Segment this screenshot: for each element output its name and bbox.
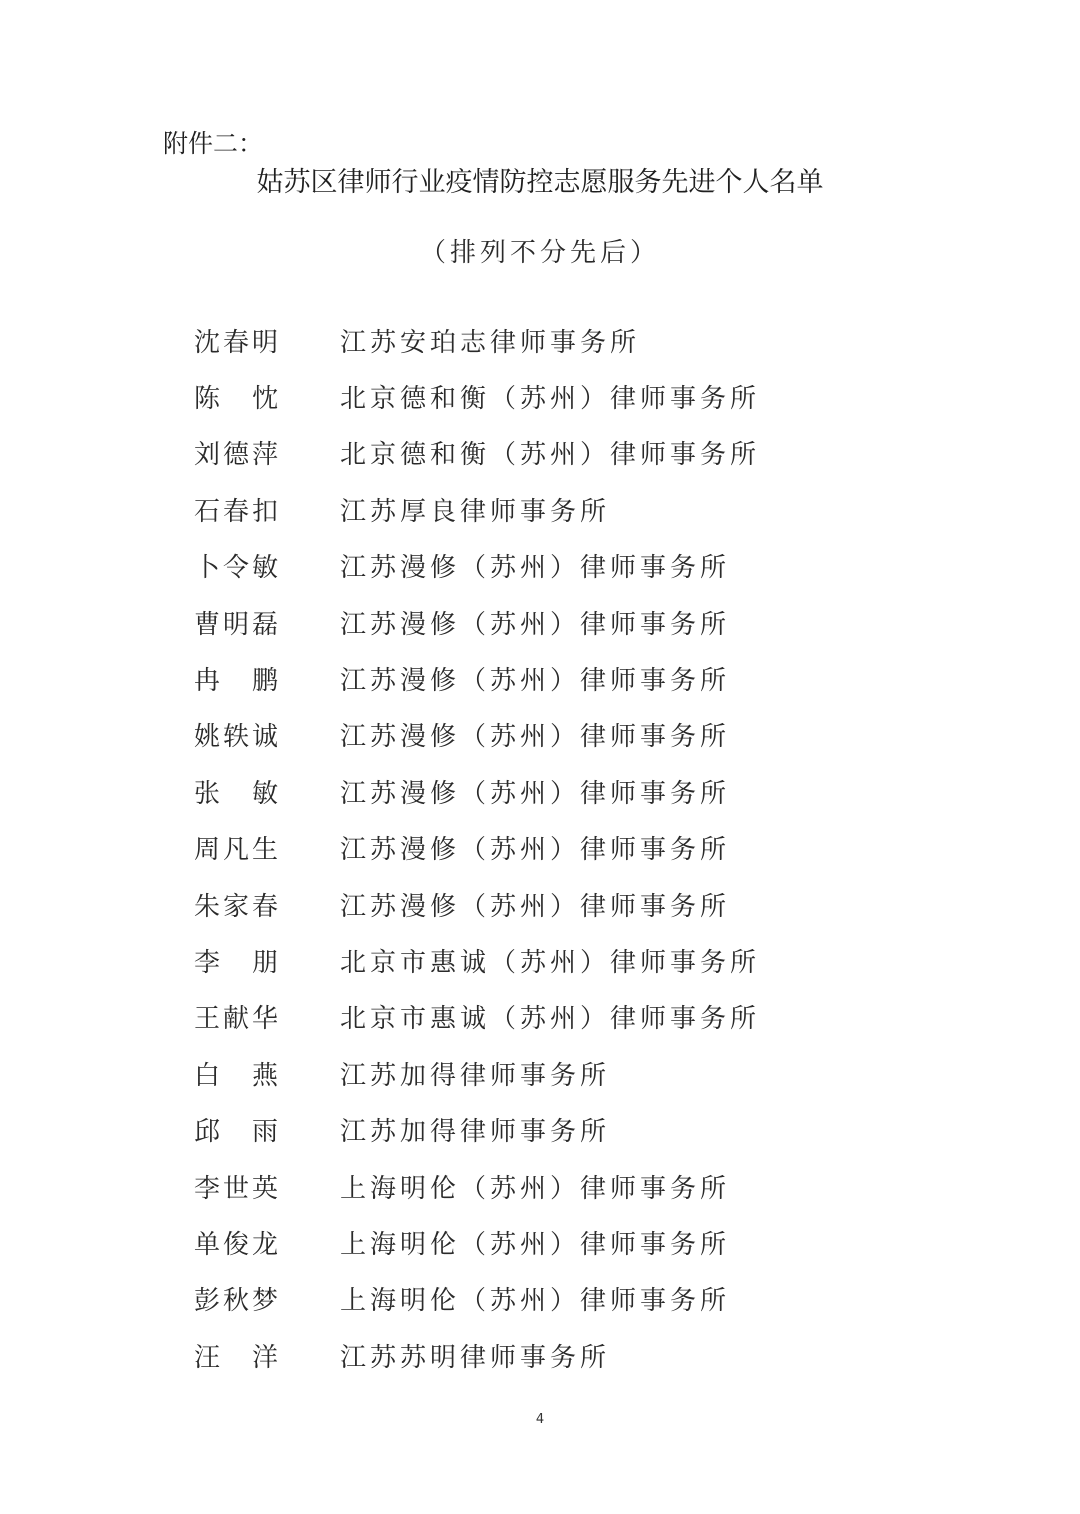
honoree-name: 冉 鹏: [194, 666, 282, 697]
honoree-name: 周凡生: [194, 835, 282, 866]
honoree-firm: 北京德和衡（苏州）律师事务所: [340, 440, 761, 471]
list-item: [194, 312, 760, 368]
honoree-firm: 江苏加得律师事务所: [340, 1117, 611, 1148]
honoree-firm: 江苏加得律师事务所: [340, 1060, 611, 1091]
list-item: [194, 876, 760, 932]
honoree-name: 刘德萍: [194, 440, 282, 471]
honoree-firm: 北京市惠诚（苏州）律师事务所: [340, 947, 761, 978]
honoree-name: 彭秋梦: [194, 1286, 282, 1317]
document-subtitle: （排列不分先后）: [419, 238, 660, 268]
honoree-list: [194, 312, 760, 1383]
honoree-firm: 江苏漫修（苏州）律师事务所: [340, 666, 731, 697]
honoree-firm: 江苏厚良律师事务所: [340, 496, 611, 527]
list-item: [194, 425, 760, 481]
honoree-firm: 上海明伦（苏州）律师事务所: [340, 1286, 731, 1317]
honoree-name: 单俊龙: [194, 1229, 282, 1260]
honoree-name: 李 朋: [194, 947, 282, 978]
list-item: [194, 820, 760, 876]
honoree-name: 朱家春: [194, 891, 282, 922]
attachment-label: 附件二：: [163, 129, 264, 158]
honoree-firm: 江苏漫修（苏州）律师事务所: [340, 835, 731, 866]
honoree-firm: 江苏安珀志律师事务所: [340, 327, 641, 358]
list-item: [194, 707, 760, 763]
list-item: [194, 989, 760, 1045]
honoree-firm: 北京市惠诚（苏州）律师事务所: [340, 1004, 761, 1035]
honoree-firm: 江苏漫修（苏州）律师事务所: [340, 609, 731, 640]
honoree-name: 沈春明: [194, 327, 282, 358]
honoree-firm: 江苏苏明律师事务所: [340, 1342, 611, 1373]
honoree-firm: 江苏漫修（苏州）律师事务所: [340, 891, 731, 922]
list-item: [194, 1158, 760, 1214]
honoree-firm: 江苏漫修（苏州）律师事务所: [340, 722, 731, 753]
list-item: [194, 1327, 760, 1383]
list-item: [194, 594, 760, 650]
honoree-name: 王献华: [194, 1004, 282, 1035]
honoree-name: 陈 忱: [194, 384, 282, 415]
honoree-name: 石春扣: [194, 496, 282, 527]
honoree-firm: 江苏漫修（苏州）律师事务所: [340, 778, 731, 809]
list-item: [194, 932, 760, 988]
honoree-name: 邱 雨: [194, 1117, 282, 1148]
document-title: 姑苏区律师行业疫情防控志愿服务先进个人名单: [256, 167, 824, 198]
honoree-firm: 上海明伦（苏州）律师事务所: [340, 1229, 731, 1260]
page-number: 4: [535, 1412, 545, 1427]
honoree-name: 卜令敏: [194, 553, 282, 584]
list-item: [194, 368, 760, 424]
list-item: [194, 1214, 760, 1270]
honoree-name: 白 燕: [194, 1060, 282, 1091]
honoree-firm: 江苏漫修（苏州）律师事务所: [340, 553, 731, 584]
list-item: [194, 538, 760, 594]
list-item: [194, 763, 760, 819]
list-item: [194, 1101, 760, 1157]
honoree-name: 李世英: [194, 1173, 282, 1204]
honoree-firm: 上海明伦（苏州）律师事务所: [340, 1173, 731, 1204]
list-item: [194, 1045, 760, 1101]
list-item: [194, 650, 760, 706]
list-item: [194, 1271, 760, 1327]
list-item: [194, 481, 760, 537]
honoree-name: 张 敏: [194, 778, 282, 809]
honoree-name: 汪 洋: [194, 1342, 282, 1373]
honoree-name: 曹明磊: [194, 609, 282, 640]
honoree-firm: 北京德和衡（苏州）律师事务所: [340, 384, 761, 415]
honoree-name: 姚轶诚: [194, 722, 282, 753]
